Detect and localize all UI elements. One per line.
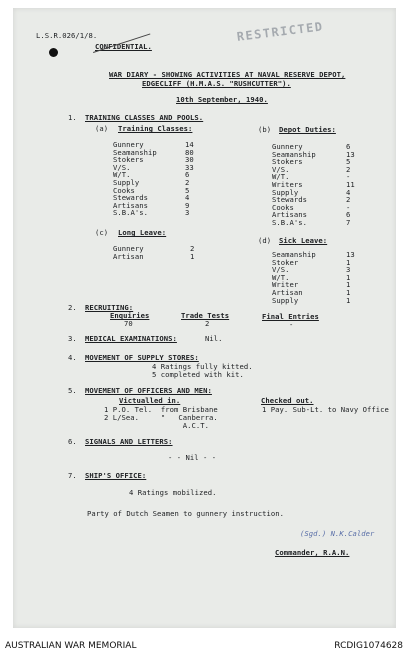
training-class-item-value: 80	[185, 147, 194, 157]
section-7-number: 7.	[68, 471, 77, 480]
depot-duty-item-value: 7	[346, 218, 351, 227]
training-class-item-value: 2	[185, 178, 190, 187]
depot-duty-item-value: 6	[346, 142, 351, 151]
training-class-item-label: V/S.	[113, 162, 131, 172]
victualled-in-heading: Victualled in.	[119, 396, 181, 405]
sick-leave-item-label: V/S.	[272, 265, 290, 275]
section-3-number: 3.	[68, 334, 77, 343]
section-6-heading: SIGNALS AND LETTERS:	[85, 437, 173, 446]
training-class-item-value: 9	[185, 200, 190, 210]
recruiting-final-entries-header: Final Entries	[262, 312, 319, 321]
sick-leave-item-label: Artisan	[272, 288, 303, 297]
sick-leave-item-value: 1	[346, 257, 351, 267]
depot-duty-item-value: -	[346, 172, 351, 182]
training-class-item-value: 3	[185, 208, 190, 218]
depot-duty-item-label: Stewards	[272, 195, 308, 205]
depot-duty-item-label: Writers	[272, 180, 303, 189]
document-page	[13, 8, 396, 628]
recruiting-trade-tests-header: Trade Tests	[181, 311, 230, 320]
record-id: RCDIG1074628	[334, 641, 403, 651]
depot-duty-item-value: 13	[346, 149, 355, 159]
sick-leave-item-value: 1	[346, 280, 351, 290]
sick-leave-item-label: Writer	[272, 280, 299, 290]
training-class-item-label: Stewards	[113, 193, 149, 203]
sick-leave-item-value: 1	[346, 272, 351, 282]
restricted-stamp: RESTRICTED	[236, 19, 325, 44]
victualled-in-line-1: 1 P.O. Tel. from Brisbane	[104, 405, 218, 414]
subsection-a-heading: Training Classes:	[118, 124, 193, 133]
classification-label: CONFIDENTIAL.	[95, 42, 152, 51]
long-leave-item-label: Gunnery	[113, 244, 144, 253]
training-class-item-value: 5	[185, 185, 190, 195]
subsection-c-heading: Long Leave:	[118, 228, 167, 237]
training-class-item-label: Supply	[113, 178, 140, 187]
signatory-title: Commander, R.A.N.	[275, 548, 350, 557]
diary-date: 10th September, 1940.	[176, 95, 268, 104]
subsection-b-label: (b)	[258, 125, 272, 134]
recruiting-enquiries-value: 70	[124, 319, 133, 328]
section-1-heading: TRAINING CLASSES AND POOLS.	[85, 113, 204, 122]
section-3-heading: MEDICAL EXAMINATIONS:	[85, 334, 177, 343]
depot-duty-item-label: Stokers	[272, 157, 303, 167]
sick-leave-item-label: Seamanship	[272, 250, 316, 259]
depot-duty-item-label: Supply	[272, 187, 299, 197]
depot-duty-item-value: 5	[346, 157, 351, 167]
section-2-heading: RECRUITING:	[85, 303, 134, 312]
depot-duty-item-value: 11	[346, 180, 355, 189]
recruiting-final-entries-value: -	[289, 320, 294, 329]
depot-duty-item-value: 6	[346, 210, 351, 220]
sick-leave-item-value: 1	[346, 288, 351, 297]
subsection-c-label: (c)	[95, 228, 109, 237]
sick-leave-item-value: 13	[346, 250, 355, 259]
sick-leave-item-value: 3	[346, 265, 351, 275]
training-class-item-label: Artisans	[113, 200, 149, 210]
depot-duty-item-label: Gunnery	[272, 142, 303, 151]
depot-duty-item-label: W/T.	[272, 172, 290, 182]
depot-duty-item-label: Seamanship	[272, 149, 316, 159]
depot-duty-item-value: 2	[346, 195, 351, 205]
archive-name: AUSTRALIAN WAR MEMORIAL	[5, 641, 137, 651]
signature: (Sgd.) N.K.Calder	[300, 529, 375, 538]
punch-hole	[49, 48, 58, 57]
diary-title-line-1: WAR DIARY - SHOWING ACTIVITIES AT NAVAL RESERVE DEPOT,	[109, 70, 346, 79]
subsection-b-heading: Depot Duties:	[279, 125, 336, 134]
sick-leave-item-label: W/T.	[272, 272, 290, 282]
depot-duty-item-value: 4	[346, 187, 351, 197]
section-7-heading: SHIP'S OFFICE:	[85, 471, 147, 480]
sick-leave-item-label: Stoker	[272, 257, 299, 267]
depot-duty-item-label: Cooks	[272, 202, 294, 212]
ships-office-line-1: 4 Ratings mobilized.	[129, 488, 217, 497]
subsection-a-label: (a)	[95, 124, 109, 133]
depot-duty-item-value: -	[346, 202, 351, 212]
training-class-item-value: 30	[185, 155, 194, 165]
training-class-item-label: Cooks	[113, 185, 135, 195]
training-class-item-value: 6	[185, 170, 190, 180]
training-class-item-label: Seamanship	[113, 147, 157, 157]
supply-stores-line-1: 4 Ratings fully kitted.	[152, 362, 253, 371]
training-class-item-value: 14	[185, 140, 194, 149]
training-class-item-label: Gunnery	[113, 140, 144, 149]
recruiting-trade-tests-value: 2	[205, 319, 210, 328]
long-leave-item-value: 1	[190, 252, 195, 261]
subsection-d-heading: Sick Leave:	[279, 236, 328, 245]
long-leave-item-value: 2	[190, 244, 195, 253]
section-4-number: 4.	[68, 353, 77, 362]
training-class-item-label: S.B.A's.	[113, 208, 149, 218]
training-class-item-label: Stokers	[113, 155, 144, 165]
ships-office-line-2: Party of Dutch Seamen to gunnery instruction.	[87, 509, 284, 518]
training-class-item-value: 4	[185, 193, 190, 203]
training-class-item-value: 33	[185, 162, 194, 172]
sick-leave-item-value: 1	[346, 295, 351, 305]
subsection-d-label: (d)	[258, 236, 272, 245]
section-6-number: 6.	[68, 437, 77, 446]
victualled-in-line-3: A.C.T.	[104, 421, 210, 430]
section-2-number: 2.	[68, 303, 77, 312]
medical-examinations-value: Nil.	[205, 334, 223, 343]
long-leave-item-label: Artisan	[113, 252, 144, 261]
recruiting-enquiries-header: Enquiries	[110, 311, 150, 320]
signals-letters-value: - - Nil - -	[168, 453, 217, 462]
training-class-item-label: W/T.	[113, 170, 131, 180]
supply-stores-line-2: 5 completed with kit.	[152, 370, 244, 379]
section-5-heading: MOVEMENT OF OFFICERS AND MEN:	[85, 386, 212, 395]
checked-out-line-1: 1 Pay. Sub-Lt. to Navy Office	[262, 405, 389, 414]
depot-duty-item-value: 2	[346, 164, 351, 174]
sick-leave-item-label: Supply	[272, 295, 299, 305]
section-4-heading: MOVEMENT OF SUPPLY STORES:	[85, 353, 199, 362]
diary-title-line-2: EDGECLIFF (H.M.A.S. "RUSHCUTTER").	[142, 79, 291, 88]
depot-duty-item-label: V/S.	[272, 164, 290, 174]
checked-out-heading: Checked out.	[261, 396, 314, 405]
file-reference: L.S.R.026/1/8.	[36, 31, 98, 40]
section-5-number: 5.	[68, 386, 77, 395]
archive-footer	[0, 638, 408, 653]
victualled-in-line-2: 2 L/Sea. " Canberra.	[104, 413, 218, 422]
depot-duty-item-label: S.B.A's.	[272, 218, 308, 227]
depot-duty-item-label: Artisans	[272, 210, 308, 220]
section-1-number: 1.	[68, 113, 77, 122]
